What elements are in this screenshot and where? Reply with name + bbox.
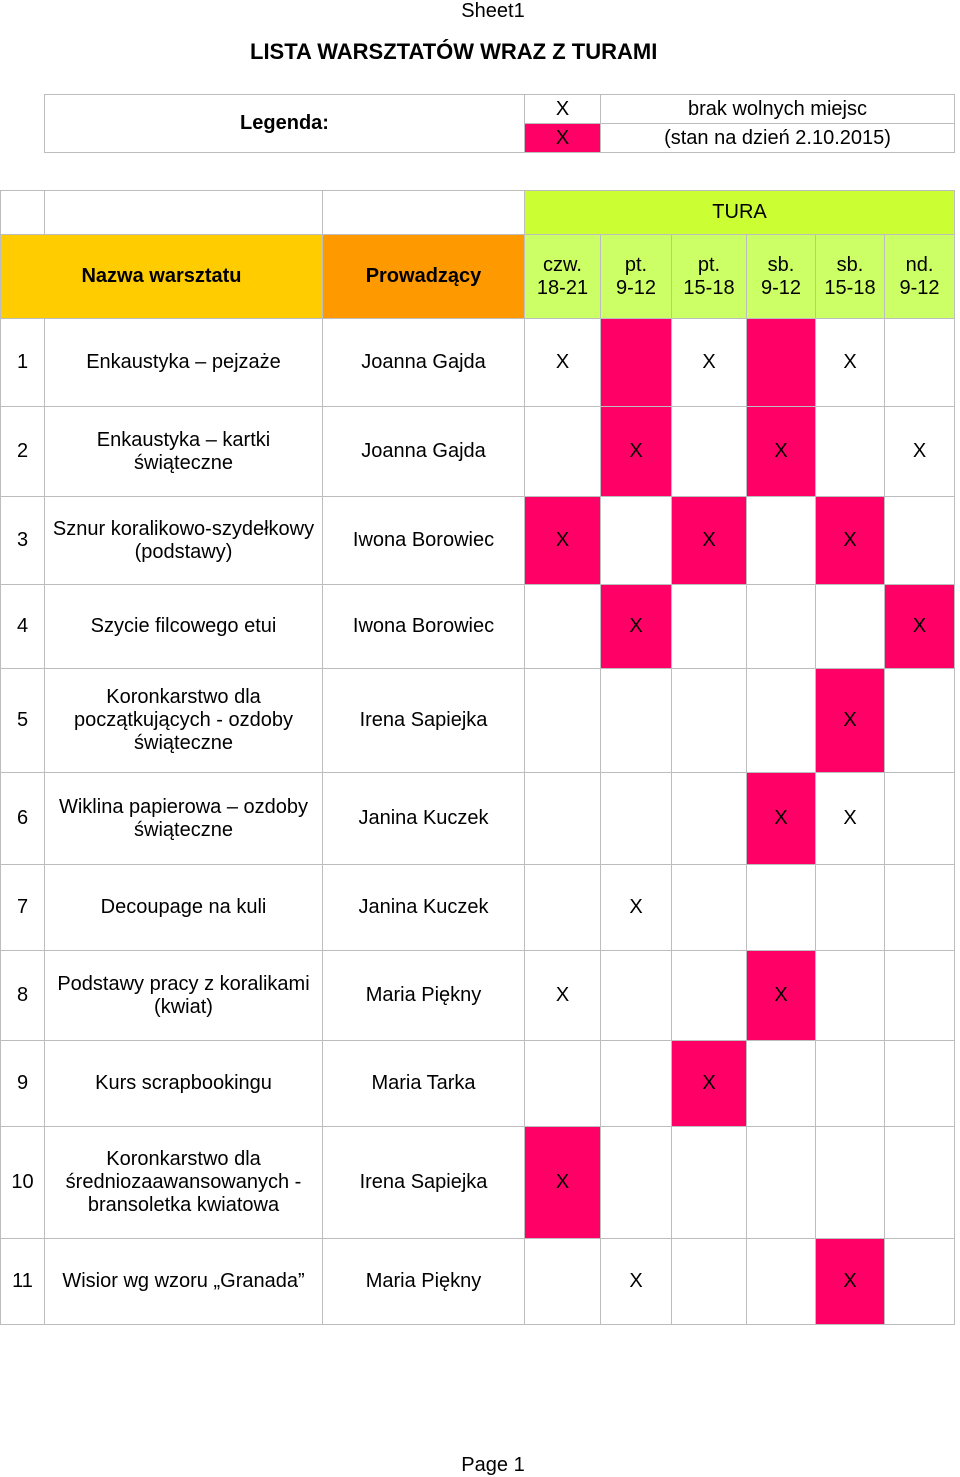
row-number: 10 bbox=[1, 1127, 45, 1239]
slot-cell bbox=[525, 669, 601, 773]
slot-cell: X bbox=[601, 865, 672, 951]
slot-header-4 bbox=[816, 235, 885, 319]
slot-time: 15-18 bbox=[824, 276, 876, 299]
legend-label: Legenda: bbox=[45, 95, 525, 153]
slot-cell: X bbox=[816, 669, 885, 773]
slot-cell bbox=[672, 951, 747, 1041]
slot-cell bbox=[672, 585, 747, 669]
slot-day: pt. bbox=[697, 253, 721, 276]
legend-text-date: (stan na dzień 2.10.2015) bbox=[601, 124, 955, 153]
slot-cell bbox=[672, 1239, 747, 1325]
table-row bbox=[1, 865, 955, 951]
table-row bbox=[1, 951, 955, 1041]
workshops-table bbox=[0, 190, 955, 1325]
slot-cell: X bbox=[672, 497, 747, 585]
workshop-name: Decoupage na kuli bbox=[45, 865, 323, 951]
legend-table bbox=[44, 94, 955, 153]
slot-cell bbox=[601, 669, 672, 773]
workshop-name: Sznur koralikowo-szydełkowy (podstawy) bbox=[45, 497, 323, 585]
workshop-name: Podstawy pracy z koralikami (kwiat) bbox=[45, 951, 323, 1041]
slot-cell bbox=[601, 951, 672, 1041]
slot-cell: X bbox=[672, 1041, 747, 1127]
workshop-leader: Joanna Gajda bbox=[323, 407, 525, 497]
workshop-leader: Maria Piękny bbox=[323, 1239, 525, 1325]
workshop-leader: Maria Tarka bbox=[323, 1041, 525, 1127]
slot-cell: X bbox=[747, 407, 816, 497]
slot-header-3 bbox=[747, 235, 816, 319]
slot-cell bbox=[816, 1127, 885, 1239]
slot-cell: X bbox=[747, 773, 816, 865]
slot-time: 9-12 bbox=[615, 276, 657, 299]
slot-cell bbox=[885, 1239, 955, 1325]
slot-cell bbox=[747, 497, 816, 585]
table-row bbox=[1, 669, 955, 773]
slot-cell bbox=[601, 497, 672, 585]
workshop-name: Koronkarstwo dla średniozaawansowanych - bransoletka kwiatowa bbox=[45, 1127, 323, 1239]
row-number: 7 bbox=[1, 865, 45, 951]
slot-cell bbox=[672, 773, 747, 865]
row-number: 6 bbox=[1, 773, 45, 865]
workshop-name: Enkaustyka – kartki świąteczne bbox=[45, 407, 323, 497]
header-blank-leader bbox=[323, 191, 525, 235]
row-number: 5 bbox=[1, 669, 45, 773]
workshop-leader: Janina Kuczek bbox=[323, 773, 525, 865]
slot-day: nd. bbox=[905, 253, 934, 276]
workshop-leader: Irena Sapiejka bbox=[323, 669, 525, 773]
slot-cell: X bbox=[601, 585, 672, 669]
table-row bbox=[1, 1127, 955, 1239]
tura-header: TURA bbox=[525, 191, 955, 235]
slot-cell bbox=[672, 865, 747, 951]
slot-time: 9-12 bbox=[899, 276, 940, 299]
slot-cell: X bbox=[525, 497, 601, 585]
page-footer: Page 1 bbox=[461, 1454, 525, 1476]
slot-cell bbox=[885, 1041, 955, 1127]
workshop-name: Koronkarstwo dla początkujących - ozdoby świąteczne bbox=[45, 669, 323, 773]
slot-cell: X bbox=[601, 407, 672, 497]
slot-time: 18-21 bbox=[536, 276, 589, 299]
legend-text-no-seats: brak wolnych miejsc bbox=[601, 95, 955, 124]
row-number: 1 bbox=[1, 319, 45, 407]
table-row bbox=[1, 773, 955, 865]
slot-cell bbox=[885, 865, 955, 951]
slot-cell: X bbox=[816, 1239, 885, 1325]
slot-header-0 bbox=[525, 235, 601, 319]
slot-cell bbox=[601, 319, 672, 407]
slot-cell bbox=[816, 585, 885, 669]
row-number: 11 bbox=[1, 1239, 45, 1325]
slot-cell bbox=[525, 407, 601, 497]
slot-cell: X bbox=[525, 319, 601, 407]
slot-cell bbox=[747, 1127, 816, 1239]
slot-cell: X bbox=[816, 773, 885, 865]
row-number: 8 bbox=[1, 951, 45, 1041]
slot-header-1 bbox=[601, 235, 672, 319]
slot-cell bbox=[525, 585, 601, 669]
table-row bbox=[1, 1239, 955, 1325]
slot-cell bbox=[885, 773, 955, 865]
slot-cell bbox=[747, 1239, 816, 1325]
slot-cell: X bbox=[885, 407, 955, 497]
sheet-name: Sheet1 bbox=[461, 0, 525, 22]
column-header-name: Nazwa warsztatu bbox=[1, 235, 323, 319]
slot-header-5 bbox=[885, 235, 955, 319]
slot-cell bbox=[885, 1127, 955, 1239]
slot-cell bbox=[672, 669, 747, 773]
workshop-leader: Maria Piękny bbox=[323, 951, 525, 1041]
slot-cell bbox=[747, 585, 816, 669]
slot-day: pt. bbox=[624, 253, 648, 276]
slot-cell bbox=[885, 319, 955, 407]
workshop-leader: Janina Kuczek bbox=[323, 865, 525, 951]
slot-cell bbox=[747, 319, 816, 407]
row-number: 2 bbox=[1, 407, 45, 497]
row-number: 9 bbox=[1, 1041, 45, 1127]
header-blank-name bbox=[45, 191, 323, 235]
slot-cell bbox=[885, 497, 955, 585]
slot-cell: X bbox=[885, 585, 955, 669]
slot-cell bbox=[885, 951, 955, 1041]
slot-cell bbox=[672, 407, 747, 497]
slot-cell bbox=[601, 1041, 672, 1127]
slot-cell bbox=[601, 1127, 672, 1239]
row-number: 3 bbox=[1, 497, 45, 585]
header-blank-no bbox=[1, 191, 45, 235]
slot-cell bbox=[525, 865, 601, 951]
workshop-name: Enkaustyka – pejzaże bbox=[45, 319, 323, 407]
slot-cell bbox=[601, 773, 672, 865]
table-row bbox=[1, 585, 955, 669]
slot-time: 9-12 bbox=[760, 276, 802, 299]
slot-cell bbox=[816, 951, 885, 1041]
slot-day: sb. bbox=[836, 253, 864, 276]
slot-cell: X bbox=[747, 951, 816, 1041]
workshop-leader: Iwona Borowiec bbox=[323, 497, 525, 585]
column-header-leader: Prowadzący bbox=[323, 235, 525, 319]
slot-cell: X bbox=[601, 1239, 672, 1325]
slot-cell: X bbox=[525, 951, 601, 1041]
slot-cell: X bbox=[672, 319, 747, 407]
slot-cell bbox=[747, 669, 816, 773]
slot-time: 15-18 bbox=[683, 276, 735, 299]
workshop-name: Wiklina papierowa – ozdoby świąteczne bbox=[45, 773, 323, 865]
workshop-name: Szycie filcowego etui bbox=[45, 585, 323, 669]
workshop-name: Kurs scrapbookingu bbox=[45, 1041, 323, 1127]
table-row bbox=[1, 1041, 955, 1127]
slot-cell bbox=[885, 669, 955, 773]
slot-cell bbox=[525, 773, 601, 865]
slot-cell bbox=[672, 1127, 747, 1239]
workshop-name: Wisior wg wzoru „Granada” bbox=[45, 1239, 323, 1325]
slot-cell bbox=[747, 1041, 816, 1127]
row-number: 4 bbox=[1, 585, 45, 669]
slot-cell bbox=[747, 865, 816, 951]
slot-cell bbox=[816, 407, 885, 497]
slot-cell bbox=[525, 1041, 601, 1127]
table-row bbox=[1, 407, 955, 497]
legend-mark-full: X bbox=[525, 124, 601, 153]
workshop-leader: Joanna Gajda bbox=[323, 319, 525, 407]
workshop-leader: Irena Sapiejka bbox=[323, 1127, 525, 1239]
slot-cell: X bbox=[816, 319, 885, 407]
slot-cell bbox=[816, 1041, 885, 1127]
slot-cell bbox=[816, 865, 885, 951]
table-row bbox=[1, 497, 955, 585]
slot-cell: X bbox=[525, 1127, 601, 1239]
page-title: LISTA WARSZTATÓW WRAZ Z TURAMI bbox=[250, 39, 658, 64]
slot-cell bbox=[525, 1239, 601, 1325]
slot-day: sb. bbox=[767, 253, 795, 276]
slot-day: czw. bbox=[543, 253, 582, 276]
table-row bbox=[1, 319, 955, 407]
workshop-leader: Iwona Borowiec bbox=[323, 585, 525, 669]
slot-header-2 bbox=[672, 235, 747, 319]
slot-cell: X bbox=[816, 497, 885, 585]
legend-mark-plain: X bbox=[525, 95, 601, 124]
